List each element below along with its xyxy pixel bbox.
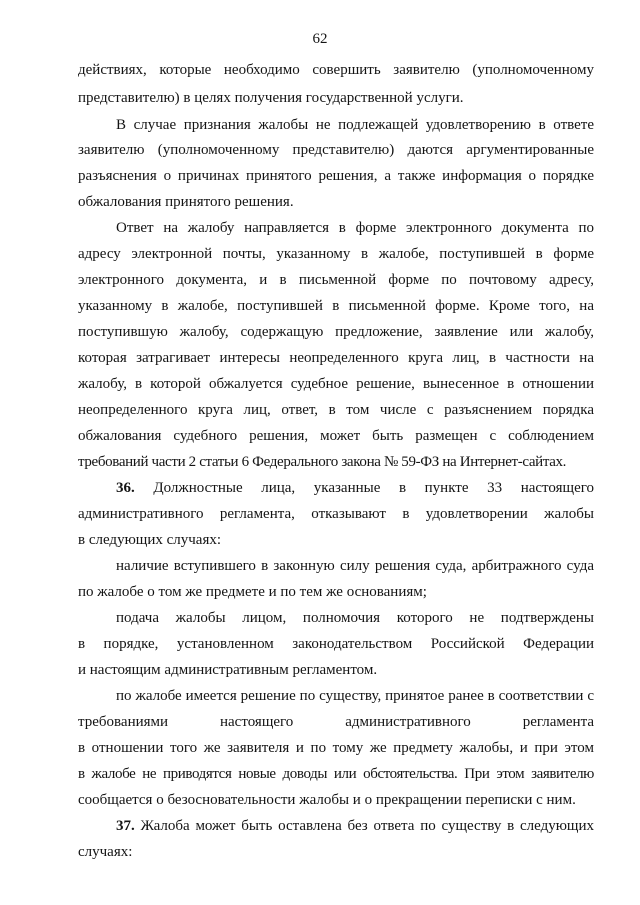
text-line: В случае признания жалобы не подлежащей удовлетворению в ответе <box>116 117 594 133</box>
paragraph-37-first-line <box>116 816 594 836</box>
text-line: требований части 2 статьи 6 Федерального закона № 59-ФЗ на Интернет-сайтах. <box>78 454 567 470</box>
text-line: обжалования судебного решения, может быть размещен с соблюдением <box>78 428 594 444</box>
text-line: сообщается о безосновательности жалобы и о прекращении переписки с ним. <box>78 792 576 808</box>
item-number: 36. <box>116 480 135 496</box>
text-line: жалобу, в которой обжалуется судебное решение, вынесенное в отношении <box>78 376 594 392</box>
paragraph-36-first-line <box>116 478 594 498</box>
text-line: по жалобе о том же предмете и по тем же основаниям; <box>78 584 427 600</box>
text-line: Ответ на жалобу направляется в форме электронного документа по <box>116 220 594 236</box>
text-line: которая затрагивает интересы неопределенного круга лиц, в частности на <box>78 350 594 366</box>
text-line: в следующих случаях: <box>78 532 222 548</box>
text-line: обжалования принятого решения. <box>78 194 294 210</box>
text-line: разъяснения о причинах принятого решения, а также информация о порядке <box>78 168 594 184</box>
text-line: требованиями настоящего административного регламента <box>78 714 594 730</box>
text-line: в порядке, установленном законодательством Российской Федерации <box>78 636 594 652</box>
text-line: в отношении того же заявителя и по тому же предмету жалобы, и при этом <box>78 740 594 756</box>
text-line: и настоящим административным регламентом. <box>78 662 378 678</box>
text-line: представителю) в целях получения государственной услуги. <box>78 90 464 106</box>
text-line: административного регламента, отказывают в удовлетворении жалобы <box>78 506 594 522</box>
text-line: поступившую жалобу, содержащую предложение, заявление или жалобу, <box>78 324 594 340</box>
text-line: случаях: <box>78 844 133 860</box>
page-number: 62 <box>312 31 328 47</box>
text-line: электронного документа, и в письменной форме по почтовому адресу, <box>78 272 594 288</box>
text-line: заявителю (уполномоченному представителю) даются аргументированные <box>78 142 594 158</box>
text-line: действиях, которые необходимо совершить заявителю (уполномоченному <box>78 62 594 78</box>
text-line: в жалобе не приводятся новые доводы или обстоятельства. При этом заявителю <box>78 766 594 782</box>
text-line: по жалобе имеется решение по существу, принятое ранее в соответствии с <box>116 688 594 704</box>
text-line: Жалоба может быть оставлена без ответа по существу в следующих <box>140 818 594 834</box>
item-number: 37. <box>116 818 135 834</box>
text-line: наличие вступившего в законную силу решения суда, арбитражного суда <box>116 558 594 574</box>
text-line: подача жалобы лицом, полномочия которого не подтверждены <box>116 610 594 626</box>
text-line: указанному в жалобе, поступившей в письменной форме. Кроме того, на <box>78 298 594 314</box>
text-line: адресу электронной почты, указанному в жалобе, поступившей в форме <box>78 246 594 262</box>
text-line: Должностные лица, указанные в пункте 33 настоящего <box>153 480 595 496</box>
text-line: неопределенного круга лиц, ответ, в том числе с разъяснением порядка <box>78 402 594 418</box>
